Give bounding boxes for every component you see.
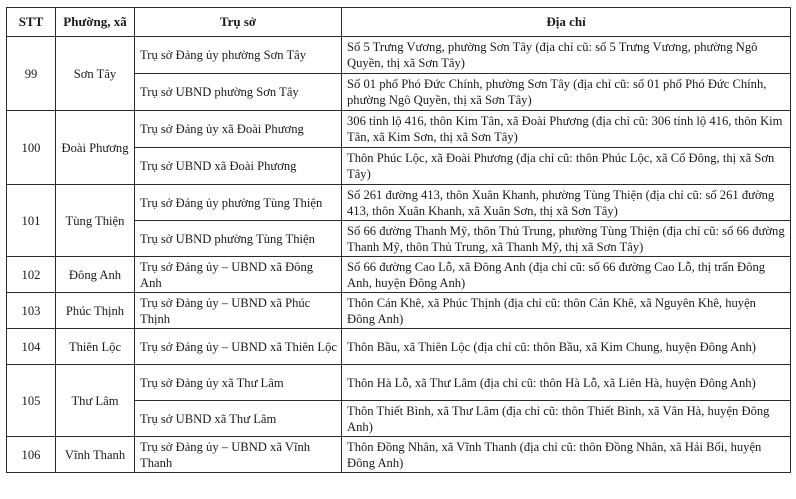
header-ward: Phường, xã (56, 8, 135, 37)
table-row (7, 185, 791, 221)
stt-cell: 100 (7, 111, 56, 185)
address-cell: Thôn Hà Lỗ, xã Thư Lâm (địa chỉ cũ: thôn Hà Lỗ, xã Liên Hà, huyện Đông Anh) (342, 365, 791, 401)
header-office: Trụ sở (135, 8, 342, 37)
stt-cell: 106 (7, 437, 56, 473)
address-cell: Số 261 đường 413, thôn Xuân Khanh, phường Tùng Thiện (địa chỉ cũ: số 261 đường 413, thôn Xuân Khanh, xã Xuân Sơn, thị xã Sơn Tây) (342, 185, 791, 221)
address-cell: Thôn Phúc Lộc, xã Đoài Phương (địa chỉ cũ: thôn Phúc Lộc, xã Cổ Đông, thị xã Sơn Tây) (342, 148, 791, 185)
ward-cell: Tùng Thiện (56, 185, 135, 257)
address-cell: Thôn Cán Khê, xã Phúc Thịnh (địa chỉ cũ: thôn Cán Khê, xã Nguyên Khê, huyện Đông Anh) (342, 293, 791, 329)
stt-cell: 102 (7, 257, 56, 293)
table-row (7, 37, 791, 74)
stt-cell: 99 (7, 37, 56, 111)
address-cell: Số 5 Trưng Vương, phường Sơn Tây (địa chỉ cũ: số 5 Trưng Vương, phường Ngô Quyền, thị xã Sơn Tây) (342, 37, 791, 74)
header-address: Địa chỉ (342, 8, 791, 37)
office-cell: Trụ sở UBND phường Tùng Thiện (135, 221, 342, 257)
address-cell: Số 66 đường Cao Lỗ, xã Đông Anh (địa chỉ cũ: số 66 đường Cao Lỗ, thị trấn Đông Anh, huyện Đông Anh) (342, 257, 791, 293)
address-cell: Thôn Bầu, xã Thiên Lộc (địa chỉ cũ: thôn Bầu, xã Kim Chung, huyện Đông Anh) (342, 329, 791, 365)
ward-cell: Phúc Thịnh (56, 293, 135, 329)
office-cell: Trụ sở Đảng ủy phường Sơn Tây (135, 37, 342, 74)
office-cell: Trụ sở Đảng ủy – UBND xã Vĩnh Thanh (135, 437, 342, 473)
table-row (7, 437, 791, 473)
ward-cell: Sơn Tây (56, 37, 135, 111)
table-row (7, 293, 791, 329)
ward-cell: Thiên Lộc (56, 329, 135, 365)
table-row (7, 111, 791, 148)
stt-cell: 104 (7, 329, 56, 365)
office-address-table (6, 7, 791, 473)
ward-cell: Đoài Phương (56, 111, 135, 185)
address-cell: Số 66 đường Thanh Mỹ, thôn Thủ Trung, phường Tùng Thiện (địa chỉ cũ: số 66 đường Thanh Mỹ, thôn Thủ Trung, xã Thanh Mỹ, thị xã Sơn Tây) (342, 221, 791, 257)
ward-cell: Vĩnh Thanh (56, 437, 135, 473)
office-cell: Trụ sở Đảng ủy xã Thư Lâm (135, 365, 342, 401)
address-cell: Thôn Đồng Nhân, xã Vĩnh Thanh (địa chỉ cũ: thôn Đồng Nhân, xã Hải Bối, huyện Đông Anh) (342, 437, 791, 473)
header-stt: STT (7, 8, 56, 37)
office-cell: Trụ sở Đảng ủy phường Tùng Thiện (135, 185, 342, 221)
stt-cell: 105 (7, 365, 56, 437)
office-cell: Trụ sở UBND phường Sơn Tây (135, 74, 342, 111)
office-cell: Trụ sở Đảng ủy xã Đoài Phương (135, 111, 342, 148)
office-cell: Trụ sở Đảng ủy – UBND xã Đông Anh (135, 257, 342, 293)
table-row (7, 257, 791, 293)
office-cell: Trụ sở Đảng ủy – UBND xã Phúc Thịnh (135, 293, 342, 329)
ward-cell: Thư Lâm (56, 365, 135, 437)
office-cell: Trụ sở Đảng ủy – UBND xã Thiên Lộc (135, 329, 342, 365)
address-cell: Số 01 phố Phó Đức Chính, phường Sơn Tây (địa chỉ cũ: số 01 phố Phó Đức Chính, phường Ngô Quyền, thị xã Sơn Tây) (342, 74, 791, 111)
ward-cell: Đông Anh (56, 257, 135, 293)
table-row (7, 329, 791, 365)
address-cell: 306 tỉnh lộ 416, thôn Kim Tân, xã Đoài Phương (địa chỉ cũ: 306 tỉnh lộ 416, thôn Kim Tân, xã Kim Sơn, thị xã Sơn Tây) (342, 111, 791, 148)
stt-cell: 103 (7, 293, 56, 329)
stt-cell: 101 (7, 185, 56, 257)
office-cell: Trụ sở UBND xã Đoài Phương (135, 148, 342, 185)
address-cell: Thôn Thiết Bình, xã Thư Lâm (địa chỉ cũ: thôn Thiết Bình, xã Vân Hà, huyện Đông Anh) (342, 401, 791, 437)
table-row (7, 365, 791, 401)
office-cell: Trụ sở UBND xã Thư Lâm (135, 401, 342, 437)
header-row (7, 8, 791, 37)
